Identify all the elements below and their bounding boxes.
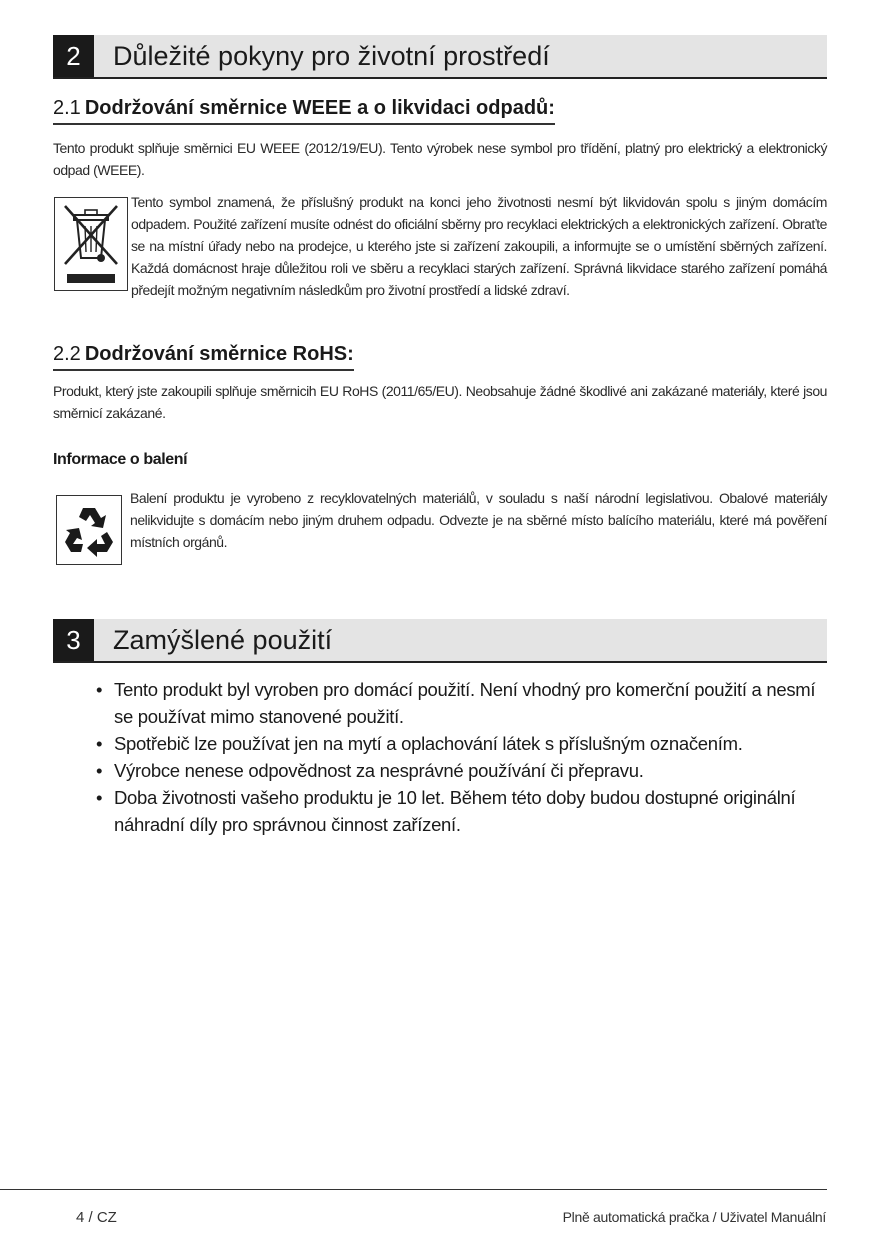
weee-intro-paragraph: Tento produkt splňuje směrnici EU WEEE (2012/19/EU). Tento výrobek nese symbol pro třídění, platný pro elektrický a elektronický odpad (WEEE). [53, 140, 827, 178]
footer-document-title: Plně automatická pračka / Uživatel Manuální [562, 1209, 826, 1225]
section-2-2-heading [53, 343, 354, 371]
chapter-number: 2 [53, 35, 94, 77]
footer-page-number: 4 / CZ [76, 1209, 117, 1226]
chapter-2-header [53, 35, 827, 79]
list-item: • Doba životnosti vašeho produktu je 10 let. Během této doby budou dostupné originální náhradní díly pro správnou činnost zařízení. [96, 784, 826, 838]
chapter-title: Důležité pokyny pro životní prostředí [113, 41, 550, 71]
section-number: 2.2 [53, 343, 81, 365]
list-item: • Spotřebič lze používat jen na mytí a oplachování látek s příslušným označením. [96, 730, 826, 757]
section-title: Dodržování směrnice WEEE a o likvidaci odpadů: [84, 97, 555, 119]
section-title: Dodržování směrnice RoHS: [84, 343, 354, 365]
chapter-title: Zamýšlené použití [113, 625, 333, 655]
list-item: • Výrobce nenese odpovědnost za nesprávné používání či přepravu. [96, 757, 826, 784]
list-item: • Tento produkt byl vyroben pro domácí použití. Není vhodný pro komerční použití a nesmí se používat mimo stanovené použití. [96, 676, 826, 730]
section-number: 2.1 [53, 97, 81, 119]
weee-symbol-paragraph [53, 191, 827, 301]
section-2-1-heading [53, 97, 555, 125]
chapter-3-header [53, 619, 827, 663]
recycle-icon [56, 495, 122, 565]
intended-use-list [96, 676, 826, 838]
packaging-heading: Informace o balení [53, 451, 188, 468]
chapter-number: 3 [53, 619, 94, 661]
weee-symbol-text: Tento symbol znamená, že příslušný produkt na konci jeho životnosti nesmí být likvidován spolu s jiným domácím odpadem. Použité zařízení musíte odnést do oficiální sběrny pro recyklaci elektrických a elektronických zařízení. Obraťte se na místní úřady nebo na prodejce, u kterého jste si zařízení zakoupili, a informujte se o umístění sběrných zařízení. Každá domácnost hraje důležitou roli ve sběru a recyklaci starých zařízení. Správná likvidace starého zařízení pomáhá předejít možným negativním následkům pro životní prostředí a lidské zdraví. [131, 194, 827, 298]
rohs-paragraph: Produkt, který jste zakoupili splňuje směrnicih EU RoHS (2011/65/EU). Neobsahuje žádné škodlivé ani zakázané materiály, které jsou směrnicí zakázané. [53, 383, 827, 421]
packaging-paragraph: Balení produktu je vyrobeno z recyklovatelných materiálů, v souladu s naší národní legislativou. Obalové materiály nelikvidujte s domácím nebo jiným druhem odpadu. Odvezte je na sběrné místo balícího materiálu, které má pověření místních orgánů. [130, 490, 827, 550]
footer-divider [0, 1189, 827, 1190]
